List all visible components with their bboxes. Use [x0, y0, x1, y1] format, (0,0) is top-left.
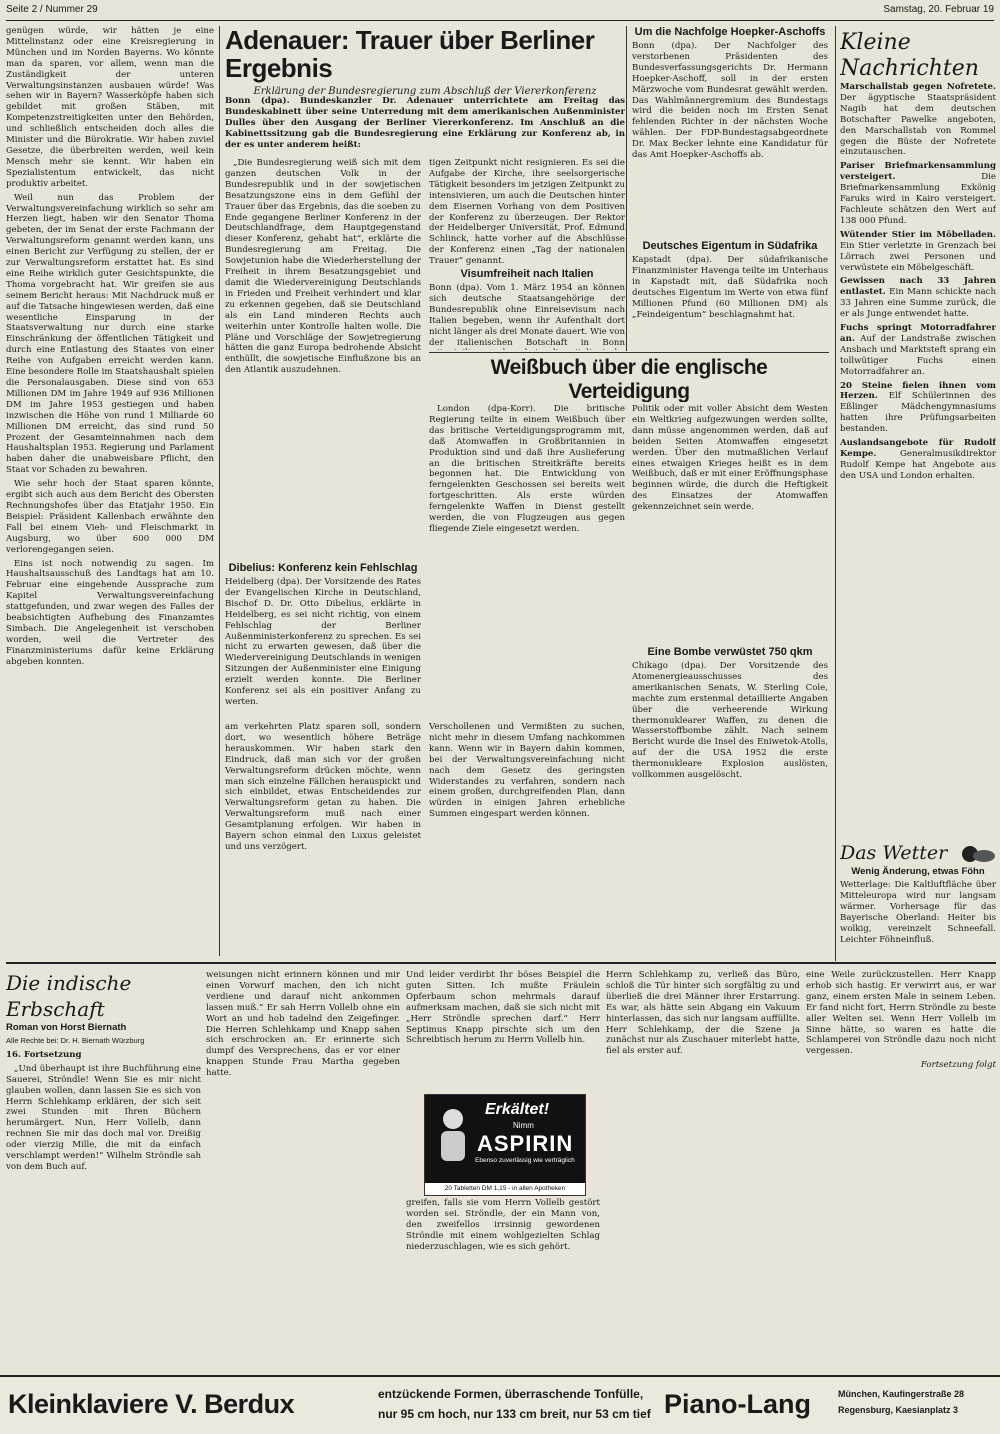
- column-divider: [626, 26, 627, 351]
- piano-ad-address-1: München, Kaufingerstraße 28: [838, 1389, 965, 1399]
- adenauer-body-text: tigen Zeitpunkt nicht resignieren. Es sei die Aufgabe der Kirche, ihre seelsorgerische Tätigkeit besonders im jetzigen Zeitpunkt zu intensivieren, um auch die Deutschen hinter dem Eisernen Vorhang von dem Positiven der Konferenz zu überzeugen. Der Rektor der Heidelberger Universität, Prof. Edmund Schlinck, hatte vorher auf die Abschlüsse der Konferenz einen „Tag der nationalen Trauer“ genannt.: [429, 158, 625, 267]
- dibelius-body: Heidelberg (dpa). Der Vorsitzende des Rates der Evangelischen Kirche in Deutschland, Bischof D. Dr. Otto Dibelius, erklärte in Heidelberg, es sei nicht richtig, von einem Fehlschlag der Berliner Außenministerkonferenz zu sprechen. Es sei nicht zu erwarten gewesen, daß über die Wiedervereinigung Deutschlands in wenigen Sitzungen der Außenminister eine Einigung erzielt werden konnte. Die Berliner Konferenz sei als ein positiver Anfang zu werten.: [225, 577, 421, 707]
- adenauer-body-right: [429, 158, 625, 268]
- kleine-item-head: Pariser Briefmarkensammlung versteigert.: [840, 161, 996, 183]
- aspirin-brand: ASPIRIN: [477, 1131, 574, 1156]
- commentary-para: genügen würde, wir hätten je eine Mittelinstanz oder eine Kreisregierung in München und im Norden Bayerns. Wo könnte man da sparen, vor allem, wenn man die Zuständigkeit der unteren Verwaltungsinstanzen ausbauen würde! Was sehen wir in Bayern? Wasserköpfe haben sich gebildet mit großen Stäben, mit Kompetenzstreitigkeiten unter den Behörden, und schließlich entscheiden doch alles die Minister und die Bürokratie. Wir haben zuviel Gesetze, die überbreiten werden, weil kein Mensch mehr sie kennt. Wir haben ein Spezialistentum entwickelt, das nicht produktiv arbeitet.: [6, 26, 214, 189]
- page-number: Seite 2 / Nummer 29: [6, 4, 98, 15]
- adenauer-lead: Bonn (dpa). Bundeskanzler Dr. Adenauer unterrichtete am Freitag das Bundeskabinett über seine Unterredung mit dem amerikanischen Außenminister Dulles über den Ausgang der Berliner Viererkonferenz. Im Anschluß an die Kabinettssitzung gab die Bundesregierung eine Erklärung zur Konferenz ab, in der es unter anderem heißt:: [225, 96, 625, 150]
- commentary-para: Wie sehr hoch der Staat sparen könnte, ergibt sich auch aus dem Bericht des Obersten Rechnungshofes über das Etatjahr 1950. Ein Beispiel: Präsident Kallenbach erwähnte den Fall bei einem Vieh- und Fleischmarkt in Augsburg, wo über 600 000 DM verlorengegangen seien.: [6, 479, 214, 555]
- commentary-para: Weil nun das Problem der Verwaltungsvereinfachung wirklich so sehr am Herzen liegt, haben wir den Senator Thoma gebeten, der im Senat der erste Fachmann der Verwaltungsreform genannt werden kann, uns einen Bericht zur Verfügung zu stellen, der er zur Verwaltungsreform erstattet hat. Es sind eine Reihe wirklich guter Gesichtspunkte, die Thoma vorgebracht hat. Wir greifen sie aus seinem Bericht heraus: Mit Nachdruck muß er auf die Tatsache hingewiesen werden, daß eine wesentliche Einsparung in der Staatsverwaltung nur durch eine starke Einschränkung der öffentlichen Tätigkeit und durch eine Entlastung des Staates von einer Reihe von Aufgaben erreicht werden kann. Eine besondere Rolle im Staatshaushalt spielen die Personalausgaben. Diese sind von 653 Millionen DM im Jahre 1949 auf 936 Millionen DM im Jahre 1953 gestiegen und haben inzwischen die Höhe von rund 1 Milliarde 60 Millionen DM erreicht, das sind rund 50 Prozent der Gesamteinnahmen nach dem Haushaltsplan 1953. Regierung und Parlament haben daher die unabweisbare Pflicht, den Staat vor Schaden zu bewahren.: [6, 192, 214, 476]
- piano-ad-left-brand: Kleinklaviere V. Berdux: [8, 1389, 295, 1419]
- piano-ad-line1: entzückende Formen, überraschende Tonfülle,: [378, 1387, 644, 1401]
- hoepker-body: Bonn (dpa). Der Nachfolger des verstorbenen Präsidenten des Bundesverfassungsgerichts Dr. Hermann Hoepker-Aschoff, soll in der ersten Märzwoche vom Bundesrat gewählt werden. Das Wahlmännergremium des Bundestags wird die beiden noch im Ersten Senat fehlenden Richter in der nächsten Woche wählen. Der FDP-Bundestagsabgeordnete Dr. Max Becker lehnte eine Kandidatur für das Amt Hoepker-Aschoffs ab.: [632, 41, 828, 161]
- adenauer-subtitle: Erklärung der Bundesregierung zum Abschluß der Viererkonferenz: [253, 86, 597, 96]
- roman-col-3: [406, 970, 600, 1080]
- roman-rights: Alle Rechte bei: Dr. H. Biernath Würzburg: [6, 1036, 145, 1045]
- kleine-item: [840, 82, 996, 158]
- weissbuch-body-text: Politik oder mit voller Absicht dem Westen ein Weltkrieg aufgezwungen werden sollte, dann müsse angenommen werden, daß auf beiden Seiten Atomwaffen eingesetzt werden. Über den mutmaßlichen Verlauf eines etwaigen Krieges heißt es in dem Weißbuch, daß er mit einer Eröffnungsphase beginnen würde, die durch die Heftigkeit des Einsatzes der Atomwaffen gekennzeichnet sein werde.: [632, 404, 828, 513]
- piano-ad-line2: nur 95 cm hoch, nur 133 cm breit, nur 53 cm tief: [378, 1407, 651, 1421]
- roman-text: Herrn Schlehkamp zu, verließ das Büro, schloß die Tür hinter sich sorgfältig zu und überließ die drei Männer ihrer Erstarrung. Es war, als hätte sein Abgang ein Vakuum hinterlassen, das sich nur langsam auffüllte. Herr Schlehkamp, der die Szene ja zunächst nur als Zuschauer miterlebt hatte, fiel als erster auf.: [606, 970, 800, 1057]
- visum-headline: Visumfreiheit nach Italien: [460, 268, 594, 280]
- roman-col-1: [6, 970, 201, 1370]
- wetter-subtitle: Wenig Änderung, etwas Föhn: [851, 866, 985, 877]
- wetter-body: Wetterlage: Die Kaltluftfläche über Mitteleuropa wird nur langsam wärmer. Vorhersage für das Bayerische Oberland: Heiter bis wolkig, vereinzelt Schneefall. Leichter Föhneinfluß.: [840, 880, 996, 945]
- fortsetzung-note: Fortsetzung folgt: [920, 1060, 996, 1071]
- piano-ad: [0, 1375, 1000, 1434]
- kleine-item-head: Wütender Stier im Möbelladen.: [840, 229, 996, 240]
- roman-text: greifen, falls sie vom Herrn Vollelb gestört worden sei. Ströndle, der ein Mann von, den zweifellos irrsinnig gewordenen Ströndle mit einem wohlgezielten Schlag niederzuschlagen, wie es sich gehört.: [406, 1198, 600, 1252]
- aspirin-footer: 20 Tabletten DM 1,15 - in allen Apotheken: [425, 1183, 585, 1195]
- roman-part: 16. Fortsetzung: [6, 1049, 82, 1060]
- roman-col-2: [206, 970, 400, 1370]
- adenauer-lead-block: [225, 96, 625, 156]
- kleine-item: [840, 438, 996, 482]
- eigentum-body: Kapstadt (dpa). Der südafrikanische Finanzminister Havenga teilte im Unterhaus in Kapstadt mit, daß Südafrika noch deutsches Eigentum im Werte von etwa fünf Millionen Pfund (60 Millionen DM) als „Feindeigentum“ beschlagnahmt hat.: [632, 255, 828, 320]
- wetter-box: [840, 840, 996, 958]
- aspirin-nimm: Nimm: [513, 1121, 534, 1130]
- column-divider: [835, 26, 836, 961]
- kleine-item-body: Elf Schülerinnen des Eßlinger Mädchengymnasiums hatten ihre Prüfungsarbeiten bestanden.: [840, 391, 996, 435]
- kleine-item: [840, 381, 996, 436]
- roman-byline: Roman von Horst Biernath: [6, 1022, 127, 1033]
- sick-person-icon: [431, 1105, 473, 1165]
- adenauer-body-left: [225, 158, 421, 558]
- sun-cloud-icon: [956, 840, 996, 866]
- weissbuch-body-text: London (dpa-Korr). Die britische Regierung teilte in einem Weißbuch über das britische Verteidigungsprogramm mit, daß Atomwaffen in Großbritannien in Produktion sind und daß ihre Auslieferung an die britischen Streitkräfte bereits begonnen hat. Die Entwicklung von ferngelenkten Geschossen sei bereits weit fortgeschritten. Als erste würden ferngelenkte Waffen in Dienst gestellt werden, die von Flugzeugen aus gegen fliegende Ziele eingesetzt werden.: [429, 404, 625, 534]
- continuation-left: [225, 722, 421, 957]
- kleine-item: [840, 230, 996, 274]
- piano-ad-address-2: Regensburg, Kaesianplatz 3: [838, 1405, 959, 1415]
- roman-text: weisungen nicht erinnern können und mir einen Vorwurf machen, den ich nicht verdiene und darauf nicht ankommen lassen muß.“ Er sah Herrn Vollelb ohne ein Wort an und hob tadelnd den Zeigefinger. Die Herren Schlehkamp und Knapp sahen sich erschrocken an. Er erinnerte sich dumpf des Versprechens, das er vor einer knappen Stunde Frau Martha gegeben hatte.: [206, 970, 400, 1079]
- kleine-item-body: Ein Stier verletzte in Grenzach bei Lörrach zwei Personen und verwüstete ein Möbelgeschäft.: [840, 240, 996, 273]
- bombe-headline: Eine Bombe verwüstet 750 qkm: [647, 646, 813, 658]
- kleine-item-body: Die Briefmarkensammlung Exkönig Faruks wird in Kairo versteigert. Fachleute schätzen den Wert auf 138 000 Pfund.: [840, 172, 996, 226]
- kleine-item-body: Der ägyptische Staatspräsident Nagib hat dem deutschen Botschafter Pawelke angeboten, den Marschallstab von Rommel gegen die Büste der Nofretete einzutauschen.: [840, 92, 996, 158]
- bombe-article: [632, 646, 828, 786]
- adenauer-body-text: „Die Bundesregierung weiß sich mit dem ganzen deutschen Volk in der Bundesrepublik und in der sowjetischen Besatzungszone eins in dem Gefühl der Trauer über das Ergebnis, das die soeben zu Ende gegangene Berliner Konferenz in der Deutschlandfrage, dem Hauptgegenstand dieser Konferenz, gehabt hat“, erklärte die Bundesregierung am Freitag. Die Sowjetunion habe die Wiederherstellung der Freiheit in ihrem Besatzungsgebiet und damit die Wiedervereinigung Deutschlands in Frieden und Freiheit verhindert und klar zu erkennen gegeben, daß sie Deutschland als ein Land minderen Rechts auch weiterhin unter Kontrolle halten wolle. Die Pläne und Vorschläge der Sowjetregierung hätten die ganz Europa bedrohende Absicht enthüllt, die sowjetische Einflußzone bis an den Atlantik auszudehnen.: [225, 158, 421, 376]
- wetter-title: Das Wetter: [840, 842, 948, 864]
- aspirin-headline: Erkältet!: [485, 1101, 550, 1118]
- kleine-item-head: Gewissen nach 33 Jahren entlastet.: [840, 276, 996, 298]
- continuation-text: Verschollenen und Vermißten zu suchen, nicht mehr in diesem Umfang nachkommen kann. Wenn wir in Bayern dahin kommen, bei der Verwaltungsvereinfachung nicht nach dem Gesetz des geringsten Widerstandes zu verfahren, sondern nach einem großen, durchgreifenden Plan, dann würden in einigen Jahren erhebliche Summen eingespart werden können.: [429, 722, 625, 820]
- weissbuch-headline: Weißbuch über die englische Verteidigung: [490, 356, 768, 402]
- kleine-item: [840, 276, 996, 320]
- eigentum-article: [632, 240, 828, 350]
- kleine-item-body: Ein Mann schickte nach 33 Jahren eine Summe zurück, die er als Junge entwendet hatte.: [840, 287, 996, 320]
- commentary-para: Eins ist noch notwendig zu sagen. Im Haushaltsausschuß des Landtags hat am 10. Februar eine eingehende Aussprache zum Kapitel Verwaltungsvereinfachung stattgefunden, und zwar wegen des Falles der beabsichtigten Aufhebung des Finanzamtes Simbach. Die Angelegenheit ist verschoben worden, weil die Vertreter des Finanzministeriums dafür keine Erklärung abgeben konnten.: [6, 558, 214, 667]
- aspirin-tagline: Ebenso zuverlässig wie verträglich: [475, 1157, 575, 1164]
- visum-article: [429, 268, 625, 350]
- kleine-nachrichten: [840, 30, 996, 810]
- adenauer-headline-block: [225, 26, 625, 96]
- adenauer-headline: Adenauer: Trauer über Berliner Ergebnis: [225, 26, 595, 83]
- bombe-body: Chikago (dpa). Der Vorsitzende des Atomenergieausschusses des amerikanischen Senats, W. Sterling Cole, machte zum erstenmal detaillierte Angaben über die verheerende Wirkung thermonuklearer Waffen, zu denen die Wasserstoffbombe zählt. Nach seinem Bericht wurde die Insel des Eniwetok-Atolls, auf der die USA 1952 die erste thermonukleare Explosion auslösten, vollkommen ausgelöscht.: [632, 661, 828, 781]
- continuation-right: [429, 722, 625, 957]
- kleine-item-head: Fuchs springt Motorradfahrer an.: [840, 323, 996, 344]
- roman-col-5: [806, 970, 996, 1370]
- kleine-item: [840, 323, 996, 378]
- roman-col-4: [606, 970, 800, 1370]
- visum-body: Bonn (dpa). Vom 1. März 1954 an können sich deutsche Staatsangehörige der Bundesrepublik ohne Einreisevisum nach Italien begeben, wenn ihr Aufenthalt dort nicht länger als drei Monate dauert. Wie von der italienischen Botschaft in Bonn: [429, 283, 625, 348]
- dibelius-article: [225, 562, 421, 722]
- roman-title: Die indische Erbschaft: [6, 971, 132, 1021]
- roman-text: Und leider verdirbt Ihr böses Beispiel die guten Sitten. Ich mußte Fräulein Opferbaum schon mehrmals darauf aufmerksam machen, daß sie sich nicht mit „Herr Ströndle sprechen darf.“ Herr Septimus Knapp pirschte sich um den Schreibtisch herum zu Herrn Vollelb hin.: [406, 970, 600, 1046]
- piano-ad-right-brand: Piano-Lang: [664, 1389, 811, 1419]
- kleine-item: [840, 161, 996, 226]
- roman-col-3-cont: [406, 1198, 600, 1370]
- kleine-item-body: Auf der Landstraße zwischen Ansbach und Marktsteft sprang ein tollwütiger Fuchs einen Motorradfahrer an.: [840, 333, 996, 377]
- page-header: [6, 4, 994, 21]
- hoepker-article: [632, 26, 828, 236]
- kleine-item-head: Marschallstab gegen Nofretete.: [840, 82, 996, 92]
- column-commentary: [6, 26, 214, 961]
- eigentum-headline: Deutsches Eigentum in Südafrika: [642, 240, 818, 252]
- weissbuch-headline-block: [429, 356, 829, 402]
- kleine-item-head: 20 Steine fielen ihnen vom Herzen.: [840, 380, 996, 402]
- weissbuch-body-left: [429, 404, 625, 714]
- roman-text: eine Weile zurückzustellen. Herr Knapp erhob sich hastig. Er verwirrt aus, er war ganz, einem ersten Male in seinem Leben. Er fand nicht fort, Herrn Ströndle zu beste aller Welten sei. Wenn Herr Vollelb im Sinne hätte, so waren es hatte die Schlamperei von Ströndle dazu noch nicht vergessen.: [806, 970, 996, 1057]
- dibelius-headline: Dibelius: Konferenz kein Fehlschlag: [228, 562, 418, 574]
- section-divider: [429, 352, 829, 353]
- roman-text: „Und überhaupt ist ihre Buchführung eine Sauerei, Ströndle! Wenn Sie es mir nicht glauben wollen, dann lassen Sie es sich von Herrn Schlehkamp erklären, der sich seit zwei Stunden mit Ihren Büchern herumärgert. Nun, Herr Vollelb, dann rechnen Sie mir das doch mal vor. Dreißig oder vierzig Mille, die mit da einfach verschlampt werden!“ Wilhelm Ströndle sah von dem Buch auf.: [6, 1063, 201, 1172]
- kleine-item-head: Auslandsangebote für Rudolf Kempe.: [840, 438, 996, 459]
- hoepker-headline: Um die Nachfolge Hoepker-Aschoffs: [634, 26, 826, 38]
- kleine-item-body: Generalmusikdirektor Rudolf Kempe hat Angebote aus den USA und London erhalten.: [840, 449, 996, 481]
- aspirin-ad: [424, 1094, 586, 1196]
- page-date: Samstag, 20. Februar 19: [883, 4, 994, 15]
- section-divider: [6, 962, 996, 964]
- continuation-text: am verkehrten Platz sparen soll, sondern dort, wo wesentlich höhere Beträge herauskommen. Wir haben stark den Eindruck, daß man sich vor der großen Verwaltungsreform drücken möchte, wenn man sich einzelne Fällchen herauspickt und sich einbildet, etwas Entscheidendes zur Verwaltungsreform getan zu haben. Die Verwaltungsreform muß nach einer Gesamtplanung erfolgen. Wir haben in Bayern schon einmal den Luxus geleistet und uns verzögert.: [225, 722, 421, 852]
- column-divider: [219, 26, 220, 956]
- kleine-nachrichten-title: Kleine Nachrichten: [840, 30, 979, 81]
- weissbuch-body-right: [632, 404, 828, 644]
